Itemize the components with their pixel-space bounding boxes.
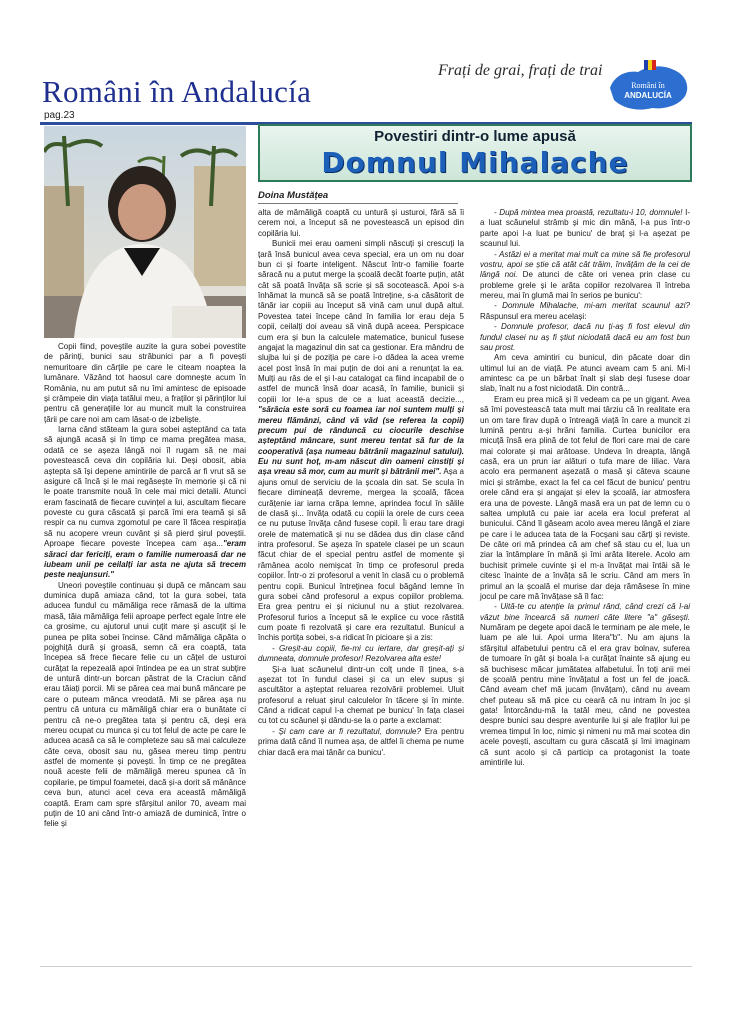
page-number: pag.23 <box>44 110 75 121</box>
paragraph: Eram eu prea mică și îl vedeam ca pe un gigant. Avea să îmi povestească tata mult mai târziu că în realitate era un om tare firav după o întreagă viață în care a muncit zi lumină pentru a-și hrăni familia. Curtea bunicilor era micuță însă era plină de tot felul de flori care mai de care mai colorate și mai arătoase. Undeva în dreapta, lângă casă, era un prun iar alături o tufa mare de liliac. Vara acolo era permanent așezată o masă și câteva scaune mici și strâmbe, exact la fel ca cel făcut de bunicu' pentru orele când era și angajat și elev la școală, iar atmosfera era una de poveste. Lângă masă era un pat de lemn cu o saltea umplută cu paie iar acela era locul preferat al bunicului. Când îl găseam acolo avea mereu lângă el ziare pe care i le aducea tata de la Focșani sau cărți și reviste. De câte ori mă prindea că am chef să stau cu el, lua un ziar la întâmplare în mână și îmi arăta literele. Acolo am buchisit primele cuvinte și el m-a învățat mai întâi să le citesc înainte de a învăța să le scriu. Când am mers în primul an la școală el murise dar deja rămăsese în mine jocul pe care mă învățase să îl fac: <box>480 394 690 601</box>
paragraph: Iarna când stăteam la gura sobei așteptând ca tata să ajungă acasă și în timp ce mama pregătea masa, odată ce se așeza lângă noi îl rugam să ne mai povestească ceva din copilăria lui. Deși obosit, abia aștepta să își depene amintirile de parcă ar fi vrut să se asigure că încă și le mai regăsește în memorie și că ni le poate transmite nouă în cele mai mici detalii. Atunci eram fascinată de fiecare cuvințel a lui, ascultam fiecare poveste cu gura căscată și parcă îmi era teamă și să respir ca nu cumva zgomotul pe care îl făcea respirația să nu acopere vreun cuvânt și să pierd șirul poveștii. Aproape fiecare poveste începea cam așa..."eram săraci dar fericiți, eram o familie numeroasă dar ne iubeam unii pe ceilalți iar asta ne ajuta să trecem peste neajunsuri." <box>44 425 246 580</box>
article-kicker: Povestiri dintr-o lume apusă <box>374 128 576 145</box>
article-title: Domnul Mihalache <box>321 146 629 179</box>
paragraph: - Domnule profesor, dacă nu ți-aș fi fost elevul din fundul clasei nu aș fi știut niciodată dacă eu am fost bun sau prost. <box>480 322 690 352</box>
paragraph: - Domnule Mihalache, mi-am meritat scaunul azi? Răspunsul era mereu același: <box>480 301 690 321</box>
paragraph: Uneori poveștile continuau și după ce mâncam sau duminica după amiaza când, tot la gura sobei, tata aducea fundul cu mămăliga rece rămasă de la ultima masă, tăia mămăliga felii aproape perfect egale între ele ca grosime, cu ajutorul unui cuțit mare și ascuțit și le punea pe plita sobei încinse. Când mămăliga căpăta o pojghiță dură și groasă, semn că era coaptă, tata începea să frece fiecare felie cu un cățel de usturoi curățat la repezeală apoi întindea pe ea un strat subțire de untură dintr-un borcan păstrat de la Craciun când erau tăiați porcii. Mi se părea cea mai bună mâncare pe care o puteam mânca vreodată. Mi se părea așa nu pentru că untura cu mămăligă chiar era o bunătate ci pentru că ne-o pregătea tata și pentru că, deși era mereu ocupat cu munca și cu tot felul de acte pe care le aducea acasă ca să le completeze sau să mai calculeze câte ceva, obosit sau nu, găsea mereu timp pentru astfel de momente și povești. În timp ce ne pregătea nouă aceste felii de mămăligă mereu spunea că în copilarie, pe timpul foametei, dacă și-a dorit să mănânce ceva bun, atunci acel ceva era această mămăligă coaptă. Eram cam spre sfârșitul anilor 70, aveam mai puțin de 10 ani când într-o amiază de duminică, între o felie și <box>44 580 246 829</box>
tagline: Frați de grai, frați de trai <box>438 62 603 79</box>
article-author: Doina Mustățea <box>258 190 458 204</box>
paragraph: Bunicii mei erau oameni simpli născuți și crescuți la țară însă bunicul avea ceva special, era un om nu doar bun ci și foarte inteligent. Născut într-o familie foarte săracă nu a putut merge la școală decât foarte puțin, atât cât să poată învăța să scrie și să socotească. Apoi s-a înhămat la muncă să se poată întreține, s-a căsătorit de tânăr iar copiii au început să vină cam unul după altul. Povestea tatei începe când în familia lor erau deja 5 copii, ceilalți doi aveau să vină după aceea. Perspicace cum era și bun la calculele matematice, bunicul fusese angajat la magazinul din sat ca gestionar. Era mândru de slujba lui și de poziția pe care i-o dădea la acea vreme acel post însă în mai puțin de doi ani a renunțat la ea. Mulți au râs de el și l-au catalogat ca fiind incapabil de o astfel de muncă însă doar acasă, în familie, bunicii și copiii lor le-a spus de ce a luat această decizie..., "sărăcia este soră cu foamea iar noi suntem mulți și mereu flămânzi, când vă văd (se referea la copii) precum pui de rânduncă cu ciocurile deschise așteptând mâncare, sunt mereu tentat să fur de la cooperativă (așa numeau bătrânii magazinul satului). Eu nu sunt hoț, m-am născut din oameni cinstiți și așa vreau să mor, cum au murit și bătrânii mei". Așa a ajuns omul de serviciu de la școala din sat. Se scula în fiecare dimineață devreme, mergea la școală, făcea curățenie iar iarna crăpa lemne, aprindea focul în sălile de clasă și... învăța odată cu copiii la orele de curs ceea ce nu putuse învăța când fusese copil. Îi erau tare dragi orele de matematică și nu se dădea dus din clase când intra profesorul. Se așeza în spatele clasei pe un scaun făcut chiar de el special pentru astfel de momente și rămânea acolo nemișcat în timp ce profesorul preda copiilor. Într-o zi profesorul a venit în clasă cu o problemă pentru copii. Bunicul întrețineа focul băgând lemne în gura sobei când profesorul a expus copiilor problema. Era grea pentru ei și niciunul nu a știut rezolvarea. Profesorul furios a început să le explice cu voce răstită cum poate fi rezolvată și care era rezultatul. Bunicul a închis portița sobei, s-a ridicat în picioare și a zis: <box>258 239 464 643</box>
logo-text-bottom: ANDALUCÍA <box>624 91 672 100</box>
paragraph: - Astăzi ei a meritat mai mult ca mine să fie profesorul vostru, apoi se știe că atât cât trăim, învățăm de la cei de lângă noi. De atunci de câte ori venea prin clase cu probleme grele și le arăta copiilor rezolvarea îl întreba mereu, mai în glumă mai în serios pe bunicu': <box>480 249 690 300</box>
paragraph: - După mintea mea proastă, rezultatu-i 10, domnule! I-a luat scăunelul strâmb și mic din mână, l-a pus într-o parte apoi l-a luat pe bunicu' de braț și l-a așezat pe scaunul lui. <box>480 208 690 249</box>
paragraph: Am ceva amintiri cu bunicul, din păcate doar din ultimul lui an de viață. Pe atunci aveam cam 5 ani. Mi-l amintesc ca pe un bărbat înalt și slab deși fusese doar slab, înalt nu a fost niciodată. Din contră... <box>480 353 690 394</box>
article-title-box <box>258 124 692 182</box>
logo-text-top: Români în <box>631 81 665 90</box>
author-portrait-photo <box>44 126 246 338</box>
andalucia-map-logo <box>604 58 692 116</box>
text-column-2 <box>258 208 464 758</box>
text-column-1 <box>44 342 246 830</box>
paragraph: - Și cam care ar fi rezultatul, domnule? Era pentru prima dată când îl numea așa, de altfel îi chema pe nume chiar dacă era mai tânăr ca bunicu'. <box>258 726 464 757</box>
paragraph: Copii fiind, poveștile auzite la gura sobei povestite de părinți, bunici sau străbunici par a fi povești nemuritoare din cărțile pe care le citeam noaptea la lumânare. Văzând tot haosul care domnește acum în România, nu am putut să nu îmi amintesc de episoade și crâmpeie din viața tatălui meu, a fraților și părinților lui pentru că generațiile lor au muncit mult la construirea țării pe care noi am cam lăsat-o de izbeliște. <box>44 342 246 424</box>
paragraph: - Uită-te cu atenție la primul rând, când crezi că l-ai văzut bine încearcă să numeri câte litere "a" găsești. Număram pe degete apoi dacă le terminam pe ale mele, le luam pe ale lui. Apoi urma litera"b". Nu am ajuns la sfârșitul alfabetului pentru că el era grav bolnav, suferea de tumoare în gât și boala l-a curățat înainte să ajung eu să buchisesc măcar jumătatea alfabetului. În toți anii mei de școală pentru mine învățatul a fost un fel de joacă. Când aveam chef mă jucam (învățam), când nu aveam chef puteau să mă pice cu ceară că nu intram în joc și gata! Întorcându-mă la tatăl meu, când ne povestea despre bunici sau despre aventurile lui și ale fraților lui pe vremea timpul în loc, nimic și nimeni nu mă mai scotea din acele povești, ascultam cu gura căscată și îmi imaginam că sunt acolo și că particip ca protagonist la toate amintirile lui. <box>480 602 690 767</box>
paragraph: - Greșit-au copiii, fie-mi cu iertare, dar greșit-ați și dumneata, domnule profesor! Rezolvarea alta este! <box>258 643 464 664</box>
text-column-3 <box>480 208 690 768</box>
paragraph: Și-a luat scăunelul dintr-un colț unde îl ținea, s-a așezat tot în fundul clasei și ca un elev supus și ascultător a așteptat reluarea rezolvării problemei. Uluit profesorul a reluat șirul calculelor în tăcere și în minte. Când a ridicat capul l-a chemat pe bunicu' în fața clasei cu tot cu scăunel și dându-se la o parte a exclamat: <box>258 664 464 726</box>
paragraph: alta de mămăligă coaptă cu untură și usturoi, fără să îi cerem noi, a început să ne povestească un episod din copilăria lui. <box>258 208 464 238</box>
footer-rule <box>40 966 692 967</box>
masthead-title: Români în Andalucía <box>42 74 312 109</box>
